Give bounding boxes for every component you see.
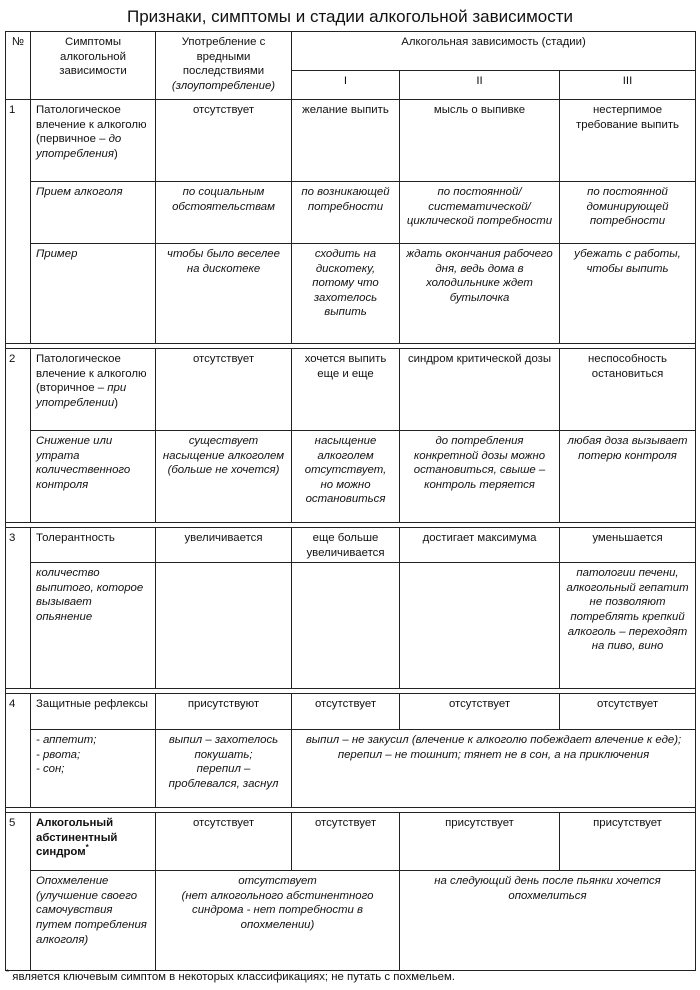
row-stage-3: патологии печени, алкогольный гепатит не позволяют потреблять крепкий алкоголь – переходят на пиво, вино [560,563,696,689]
table-row [6,182,696,244]
row-misuse: присутствуют [156,694,292,730]
table-row [6,431,696,523]
table-row [6,528,696,563]
row-symptom: - аппетит; - рвота; - сон; [31,730,156,808]
row-stage-3: уменьшается [560,528,696,563]
row-misuse: отсутствует [156,100,292,182]
table-row [6,349,696,431]
row-stage-3: неспособность остановиться [560,349,696,431]
row-stage-3: любая доза вызывает потерю контроля [560,431,696,523]
header-misuse-paren: (злоупотребление) [171,79,276,92]
row-stage-3: нестерпимое требование выпить [560,100,696,182]
row-stage-2: достигает максимума [400,528,560,563]
row-misuse: существует насыщение алкоголем (больше не хочется) [156,431,292,523]
row-stage-3: присутствует [560,813,696,871]
row-stage-2: мысль о выпивке [400,100,560,182]
row-stage-1: желание выпить [292,100,400,182]
row-stage-2: по постоянной/ систематической/ циклической потребности [400,182,560,244]
row-stage-3: по постоянной доминирующей потребности [560,182,696,244]
header-dependence: Алкогольная зависимость (стадии) [292,32,696,71]
row-number: 1 [6,100,31,344]
row-misuse-stage-1-merged: отсутствует (нет алкогольного абстинентного синдрома - нет потребности в опохмелении) [156,871,400,971]
header-num: № [6,32,31,100]
table-row [6,871,696,971]
page-title: Признаки, симптомы и стадии алкогольной зависимости [126,7,574,26]
row-stage-3: отсутствует [560,694,696,730]
row-misuse-empty [156,563,292,689]
row-symptom: Толерантность [31,528,156,563]
row-symptom: Защитные рефлексы [31,694,156,730]
header-symptoms: Симптомы алкогольной зависимости [31,32,156,100]
row-number: 4 [6,694,31,808]
row-symptom: Пример [31,244,156,344]
row-number: 3 [6,528,31,689]
row-misuse: увеличивается [156,528,292,563]
footnote-mark: * [6,968,10,978]
row-stage-1: хочется выпить еще и еще [292,349,400,431]
row-stage-2: ждать окончания рабочего дня, ведь дома в холодильнике ждет бутылочка [400,244,560,344]
row-symptom: Опохмеление (улучшение своего самочувствия путем потребления алкоголя) [31,871,156,971]
row-stage-2: до потребления конкретной дозы можно остановиться, свыше – контроль теряется [400,431,560,523]
header-misuse-main: Употребление с вредными последствиями [181,36,266,78]
header-stage-1: I [292,71,400,100]
table-row [6,563,696,689]
row-stage-3: убежать с работы, чтобы выпить [560,244,696,344]
table-row [6,100,696,182]
row-stage-2: отсутствует [400,694,560,730]
row-symptom: Патологическое влечение к алкоголю (первичное – до употребления) [31,100,156,182]
row-stage-1-empty [292,563,400,689]
row-stage-1: сходить на дискотеку, потому что захотелось выпить [292,244,400,344]
row-stage-2: присутствует [400,813,560,871]
row-misuse: выпил – захотелось покушать; перепил – проблевался, заснул [156,730,292,808]
row-misuse: отсутствует [156,813,292,871]
dependence-table [5,31,696,971]
row-misuse: по социальным обстоятельствам [156,182,292,244]
footnote [6,970,696,984]
row-misuse: чтобы было веселее на дискотеке [156,244,292,344]
row-symptom: Патологическое влечение к алкоголю (вторичное – при употреблении) [31,349,156,431]
row-stage-1: отсутствует [292,813,400,871]
row-stage-1: отсутствует [292,694,400,730]
row-number: 2 [6,349,31,523]
row-stage-2-3-merged: на следующий день после пьянки хочется опохмелиться [400,871,696,971]
header-misuse [156,32,292,100]
row-symptom: Прием алкоголя [31,182,156,244]
footnote-text: является ключевым симптом в некоторых классификациях; не путать с похмельем. [9,971,456,983]
table-row [6,813,696,871]
row-symptom: Снижение или утрата количественного контроля [31,431,156,523]
table-row [6,244,696,344]
row-stage-1: по возникающей потребности [292,182,400,244]
footnote-mark: * [85,843,89,853]
row-number: 5 [6,813,31,971]
table-row [6,730,696,808]
header-stage-2: II [400,71,560,100]
row-stage-1: насыщение алкоголем отсутствует, но можно остановиться [292,431,400,523]
row-misuse: отсутствует [156,349,292,431]
row-stage-2-empty [400,563,560,689]
row-symptom: Алкогольный абстинентный синдром* [31,813,156,871]
table-header-row [6,32,696,71]
row-stages-merged: выпил – не закусил (влечение к алкоголю побеждает влечение к еде); перепил – не тошнит; тянет не в сон, а на приключения [292,730,696,808]
row-stage-1: еще больше увеличивается [292,528,400,563]
row-symptom: количество выпитого, которое вызывает опьянение [31,563,156,689]
row-stage-2: синдром критической дозы [400,349,560,431]
header-stage-3: III [560,71,696,100]
table-row [6,694,696,730]
